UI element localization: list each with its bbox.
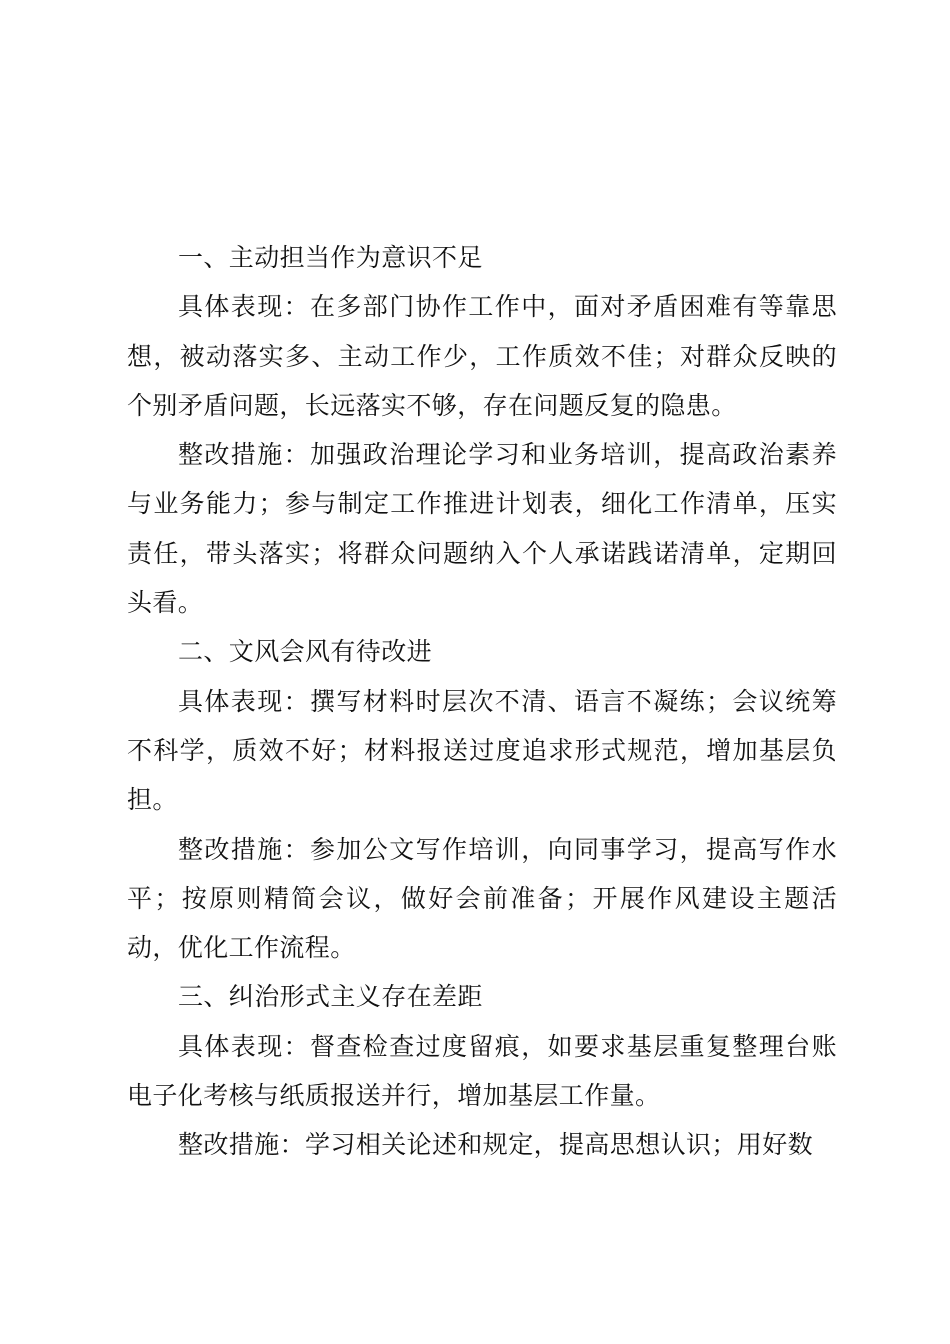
section-heading-2: 二、文风会风有待改进: [178, 637, 433, 667]
document-body: [127, 233, 837, 1170]
section-3-symptoms: 具体表现：督查检查过度留痕，如要求基层重复整理台账电子化考核与纸质报送并行，增加基层工作量。: [127, 1031, 837, 1111]
section-heading-1: 一、主动担当作为意识不足: [178, 243, 483, 272]
section-1-symptoms: 具体表现：在多部门协作工作中，面对矛盾困难有等靠思想，被动落实多、主动工作少，工作质效不佳；对群众反映的个别矛盾问题，长远落实不够，存在问题反复的隐患。: [127, 292, 837, 420]
section-1-measures: 整改措施：加强政治理论学习和业务培训，提高政治素养与业务能力；参与制定工作推进计划表，细化工作清单，压实责任，带头落实；将群众问题纳入个人承诺践诺清单，定期回头看。: [127, 440, 837, 618]
section-2-measures: 整改措施：参加公文写作培训，向同事学习，提高写作水平；按原则精简会议，做好会前准备；开展作风建设主题活动，优化工作流程。: [127, 834, 837, 963]
section-3-measures: 整改措施：学习相关论述和规定，提高思想认识；用好数: [178, 1130, 814, 1160]
section-2-symptoms: 具体表现：撰写材料时层次不清、语言不凝练；会议统筹不科学，质效不好；材料报送过度追求形式规范，增加基层负担。: [127, 686, 837, 815]
section-heading-3: 三、纠治形式主义存在差距: [178, 982, 483, 1012]
